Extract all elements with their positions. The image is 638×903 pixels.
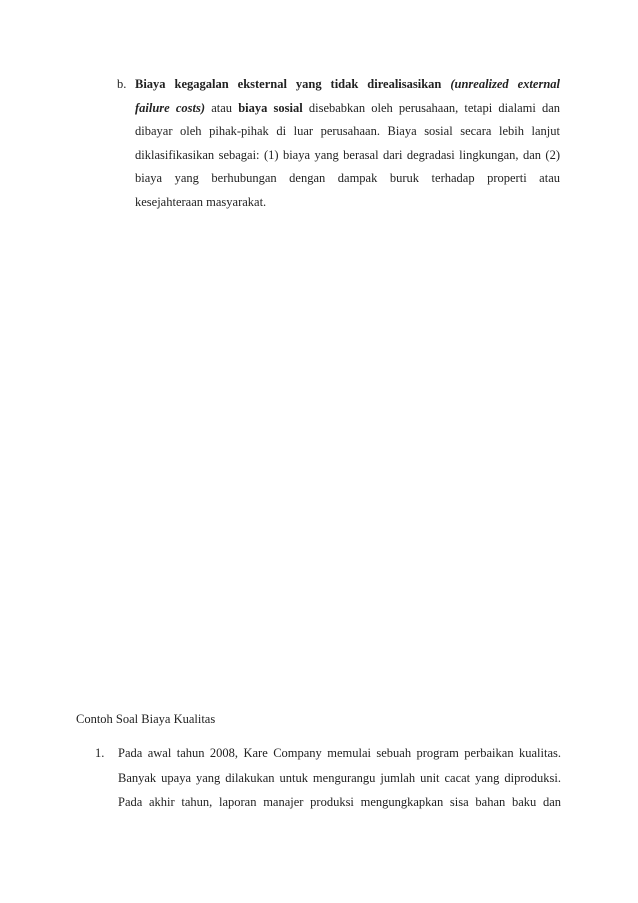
list-marker: 1. (95, 746, 105, 760)
italic-term: (unrealized external (450, 77, 560, 91)
text-line: dibayar oleh pihak-pihak di luar perusahaan. Biaya sosial secara lebih lanjut (135, 124, 560, 139)
text-line: Pada akhir tahun, laporan manajer produksi mengungkapkan sisa bahan baku dan (118, 795, 561, 809)
list-item-body (135, 73, 560, 215)
list-item-b (117, 73, 560, 215)
text-line: biaya yang berhubungan dengan dampak buruk terhadap properti atau (135, 171, 560, 186)
text-fragment: atau (211, 100, 233, 115)
text-line: Banyak upaya yang dilakukan untuk mengurangu jumlah unit cacat yang diproduksi. (118, 770, 561, 785)
text-line: Pada awal tahun 2008, Kare Company memulai sebuah program perbaikan kualitas. (118, 746, 561, 760)
list-item-body (118, 741, 561, 815)
bold-term: Biaya kegagalan eksternal yang tidak direalisasikan (135, 77, 442, 91)
text-line: kesejahteraan masyarakat. (135, 194, 267, 209)
text-line: diklasifikasikan sebagai: (1) biaya yang berasal dari degradasi lingkungan, dan (2) (135, 147, 560, 162)
italic-term: failure costs) (135, 100, 206, 115)
list-item-1 (95, 741, 561, 815)
bold-term: biaya sosial (238, 100, 303, 115)
list-marker: b. (117, 77, 127, 91)
text-line (135, 97, 560, 121)
text-fragment: disebabkan oleh perusahaan, tetapi dialami dan (308, 100, 561, 115)
text-line (135, 73, 560, 97)
section-heading: Contoh Soal Biaya Kualitas (76, 712, 216, 726)
